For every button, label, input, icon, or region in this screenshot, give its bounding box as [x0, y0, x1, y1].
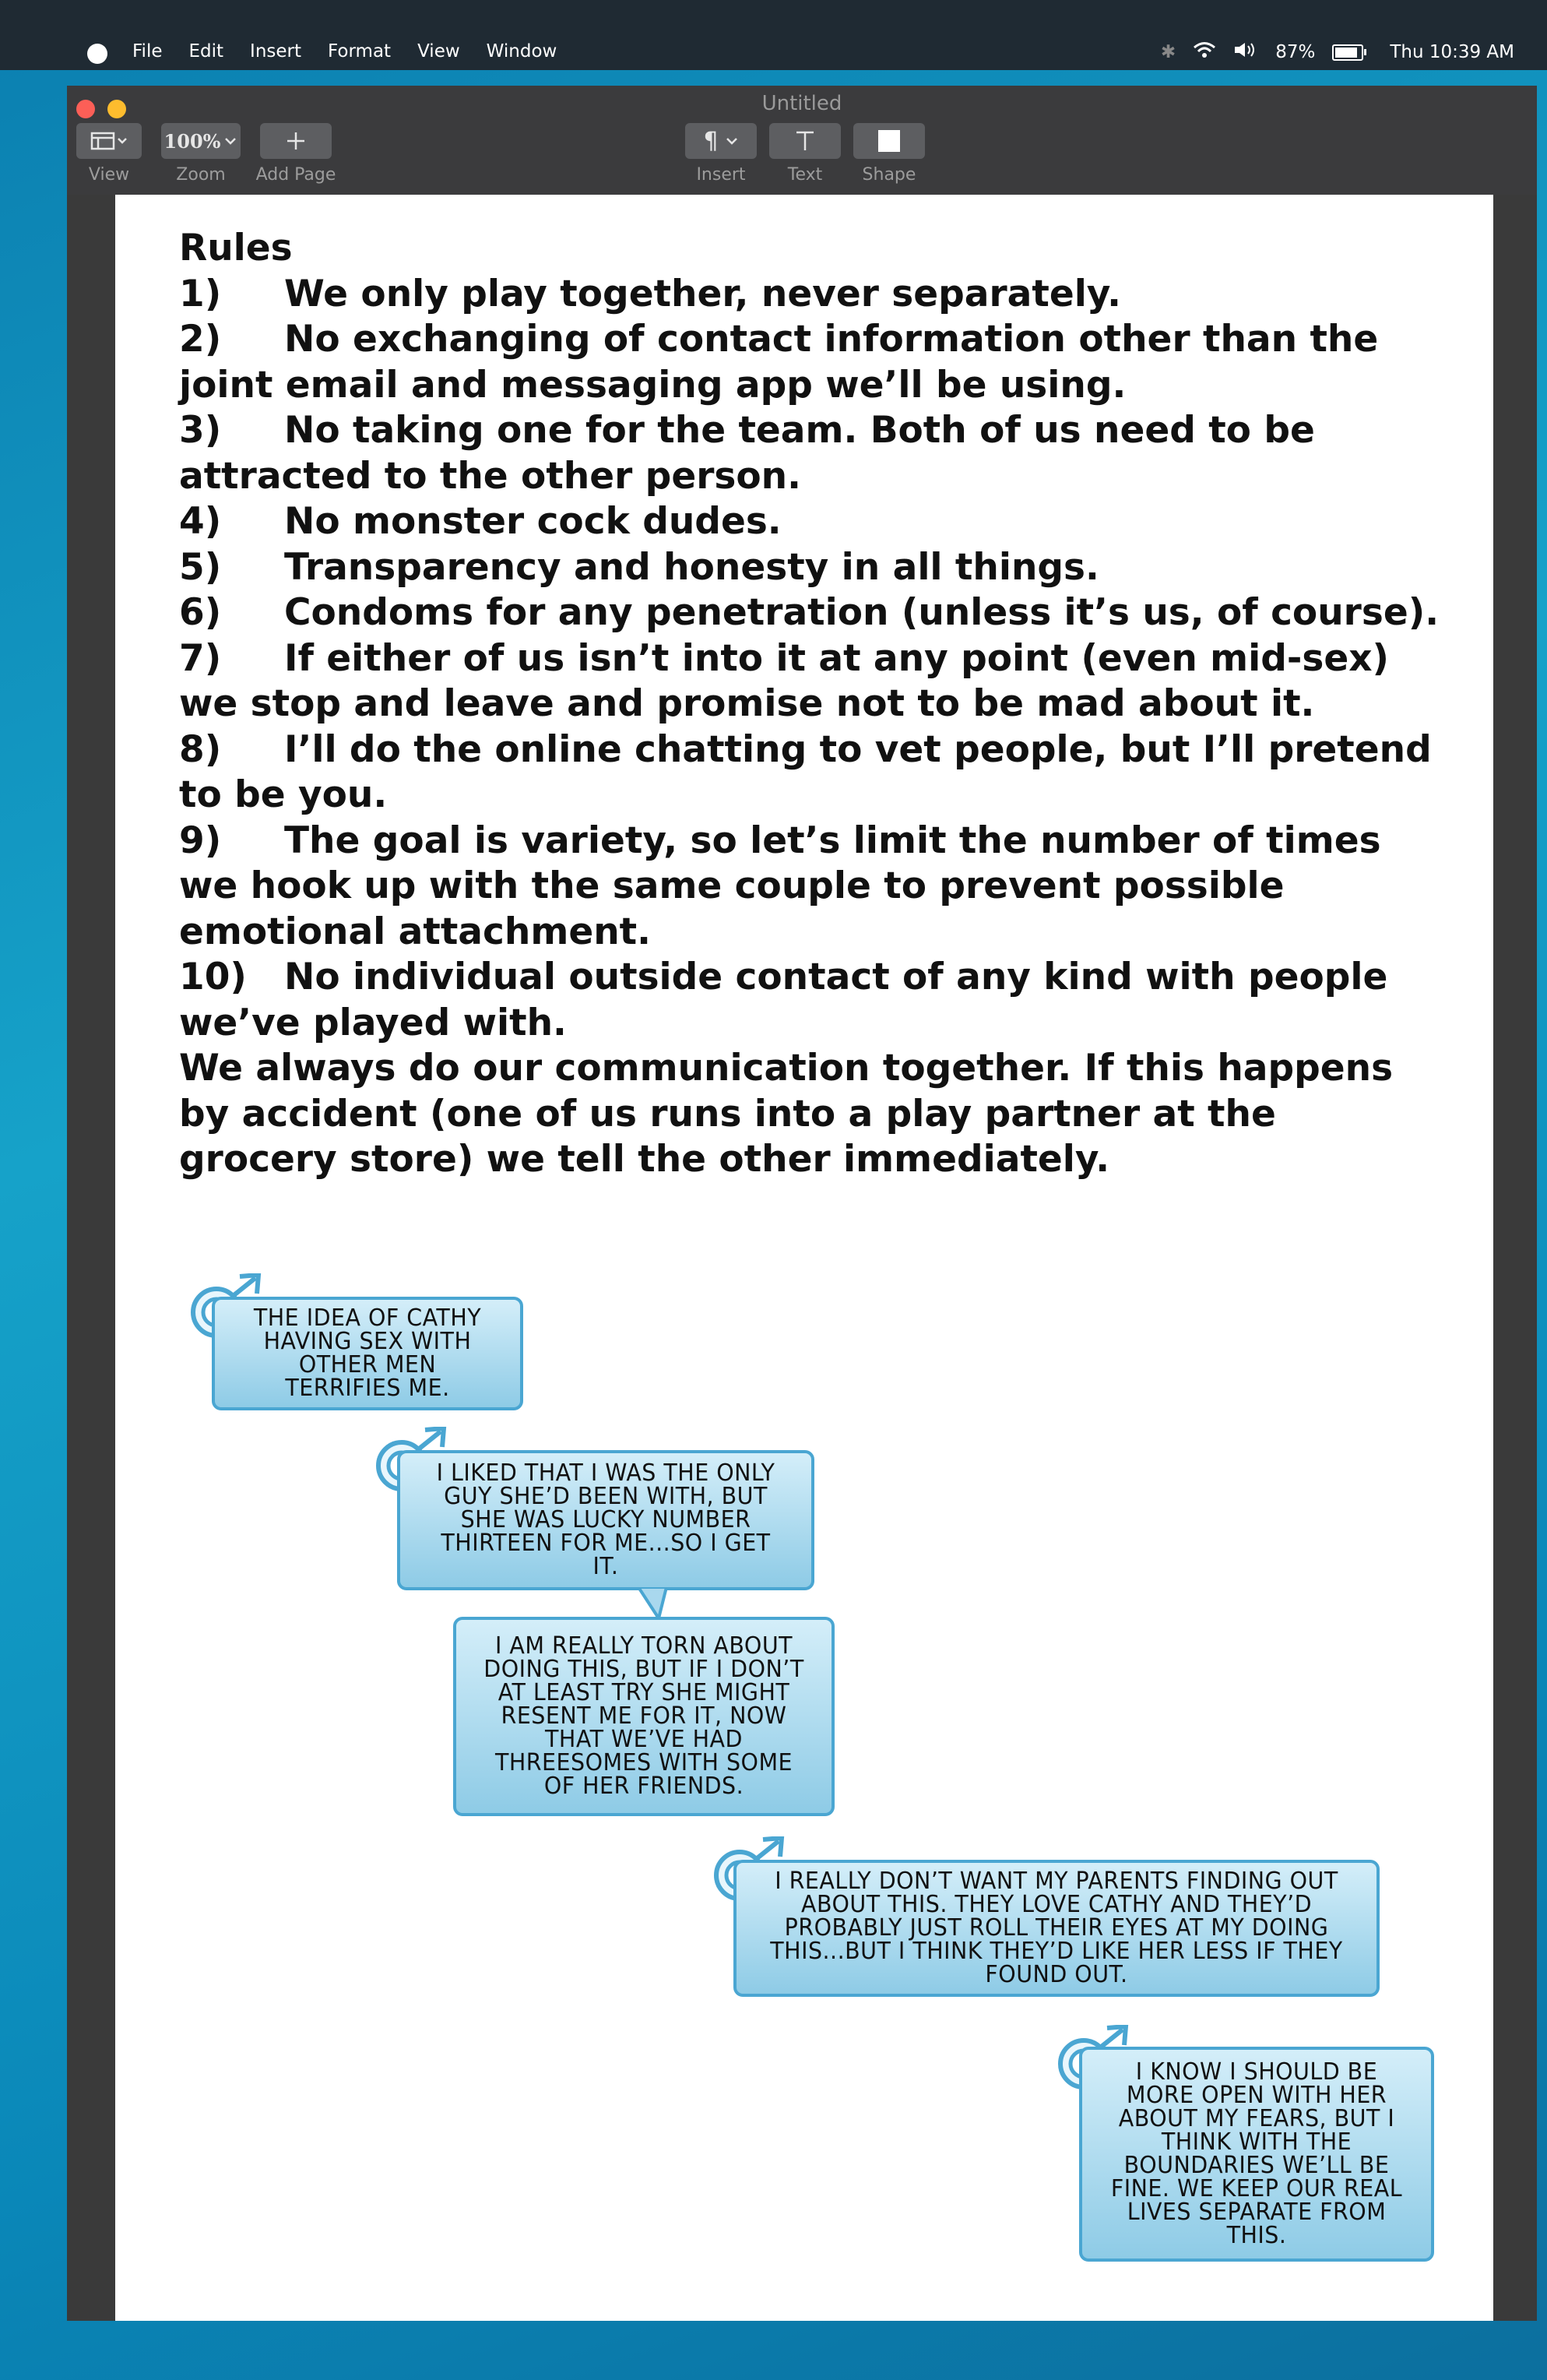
menu-window[interactable]: Window — [486, 41, 557, 62]
view-button[interactable] — [76, 123, 142, 159]
rule-item — [179, 272, 1440, 318]
rule-text: Transparency and honesty in all things. — [284, 545, 1099, 589]
rule-item — [179, 499, 1440, 545]
bubble-text: I KNOW I SHOULD BE MORE OPEN WITH HER ABOUT MY FEARS, BUT I THINK WITH THE BOUNDARIES WE’LL BE FINE. WE KEEP OUR REAL LIVES SEPARATE FROM THIS. — [1110, 2058, 1403, 2249]
rule-text: No individual outside contact of any kind with people we’ve played with. — [179, 956, 1388, 1044]
speech-bubble — [733, 1860, 1380, 1997]
insert-button[interactable] — [685, 123, 757, 159]
rule-text: The goal is variety, so let’s limit the number of times we hook up with the same couple to prevent possible emotional attachment. — [179, 819, 1381, 953]
document-page[interactable] — [115, 195, 1493, 2321]
plus-icon — [285, 130, 307, 152]
insert-label: Insert — [696, 165, 746, 185]
rules-text[interactable] — [179, 226, 1440, 1183]
bubble-text: I AM REALLY TORN ABOUT DOING THIS, BUT IF I DON’T AT LEAST TRY SHE MIGHT RESENT ME FOR IT, NOW THAT WE’VE HAD THREESOMES WITH SOME OF HER FRIENDS. — [483, 1632, 804, 1800]
left-gutter — [67, 195, 115, 2321]
wifi-icon[interactable] — [1193, 41, 1216, 63]
rule-item — [179, 955, 1440, 1046]
rule-item — [179, 636, 1440, 727]
shape-button[interactable] — [853, 123, 925, 159]
rule-number: 7) — [179, 636, 222, 680]
app-menus — [132, 41, 583, 62]
rule-text: I’ll do the online chatting to vet people, but I’ll pretend to be you. — [179, 727, 1432, 816]
pilcrow-icon: ¶ — [703, 127, 719, 155]
rule-number: 2) — [179, 318, 222, 361]
apple-menu-icon[interactable] — [87, 44, 107, 64]
bluetooth-icon[interactable]: ✱ — [1160, 42, 1176, 62]
menu-edit[interactable]: Edit — [188, 41, 224, 62]
speech-bubble — [1079, 2047, 1434, 2262]
speech-bubble — [453, 1617, 835, 1816]
sidebar-layout-icon — [90, 131, 128, 151]
text-icon — [793, 129, 817, 153]
title-bar — [67, 86, 1537, 195]
clock[interactable]: Thu 10:39 AM — [1390, 42, 1514, 62]
rule-item — [179, 317, 1440, 408]
chevron-down-icon — [725, 136, 739, 146]
shape-label: Shape — [862, 165, 916, 185]
view-label: View — [88, 165, 130, 185]
bubble-text: THE IDEA OF CATHY HAVING SEX WITH OTHER MEN TERRIFIES ME. — [253, 1304, 482, 1402]
menu-file[interactable]: File — [132, 41, 163, 62]
menu-view[interactable]: View — [417, 41, 460, 62]
speech-bubble — [397, 1450, 814, 1590]
status-area — [1161, 41, 1514, 63]
square-shape-icon — [878, 130, 900, 152]
closing-paragraph: We always do our communication together. If this happens by accident (one of us runs into a play partner at the grocery store) we tell the other immediately. — [179, 1047, 1394, 1181]
zoom-select[interactable] — [161, 123, 241, 159]
rule-text: No exchanging of contact information other than the joint email and messaging app we’ll be using. — [179, 318, 1379, 407]
rule-text: If either of us isn’t into it at any point (even mid-sex) we stop and leave and promise not to be mad about it. — [179, 636, 1390, 725]
menu-bar — [0, 0, 1547, 70]
menu-insert[interactable]: Insert — [250, 41, 302, 62]
rule-number: 4) — [179, 500, 222, 543]
add-page-button[interactable] — [260, 123, 332, 159]
battery-icon[interactable] — [1332, 44, 1363, 61]
rule-number: 6) — [179, 591, 222, 634]
rule-item — [179, 727, 1440, 819]
speech-bubble — [212, 1297, 523, 1410]
rule-text: We only play together, never separately. — [284, 272, 1121, 315]
pages-window — [67, 86, 1537, 2321]
rule-item — [179, 408, 1440, 499]
bubble-text: I LIKED THAT I WAS THE ONLY GUY SHE’D BEEN WITH, BUT SHE WAS LUCKY NUMBER THIRTEEN FOR ME...SO I GET IT. — [436, 1459, 775, 1580]
right-gutter — [1493, 195, 1537, 2321]
rule-number: 10) — [179, 956, 247, 998]
window-title: Untitled — [761, 92, 842, 115]
text-button[interactable] — [769, 123, 841, 159]
zoom-value: 100% — [163, 129, 221, 153]
text-label: Text — [787, 165, 823, 185]
rule-item — [179, 819, 1440, 956]
rule-number: 5) — [179, 545, 222, 589]
zoom-label: Zoom — [176, 165, 226, 185]
menu-format[interactable]: Format — [328, 41, 392, 62]
chevron-down-icon — [223, 136, 237, 146]
rule-number: 1) — [179, 272, 222, 315]
battery-percent: 87% — [1275, 42, 1316, 62]
volume-icon[interactable] — [1233, 41, 1258, 63]
rule-number: 3) — [179, 409, 222, 452]
rule-text: No monster cock dudes. — [284, 500, 782, 543]
rule-text: Condoms for any penetration (unless it’s us, of course). — [284, 591, 1440, 634]
rule-number: 9) — [179, 819, 222, 862]
rule-item — [179, 590, 1440, 636]
rule-number: 8) — [179, 727, 222, 771]
rule-text: No taking one for the team. Both of us need to be attracted to the other person. — [179, 409, 1315, 498]
rule-item — [179, 545, 1440, 591]
add-page-label: Add Page — [255, 165, 336, 185]
bubble-text: I REALLY DON’T WANT MY PARENTS FINDING OUT ABOUT THIS. THEY LOVE CATHY AND THEY’D PROBABLY JUST ROLL THEIR EYES AT MY DOING THIS...BUT I THINK THEY’D LIKE HER LESS IF THEY FOUND OUT. — [770, 1868, 1343, 1988]
rules-heading: Rules — [179, 227, 293, 269]
